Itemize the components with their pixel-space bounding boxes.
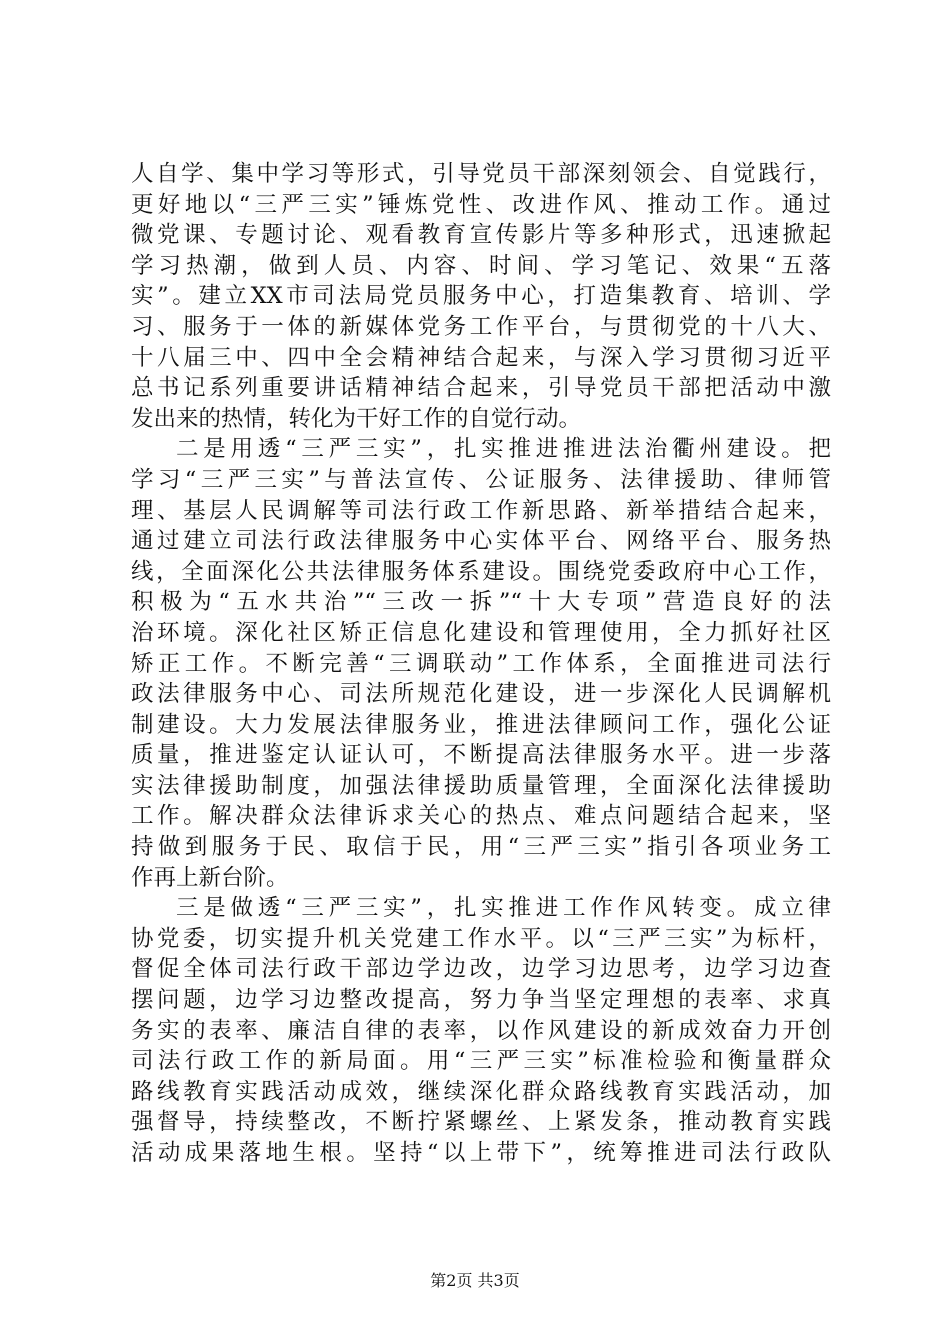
text-line: 协党委，切实提升机关党建工作水平。以“三严三实”为标杆， [131,925,831,952]
text-line: 理、基层人民调解等司法行政工作新思路、新举措结合起来， [131,497,831,524]
text-line: 摆问题，边学习边整改提高，努力争当坚定理想的表率、求真 [131,987,831,1014]
text-line: 质量，推进鉴定认证认可，不断提高法律服务水平。进一步落 [131,742,831,769]
text-line: 通过建立司法行政法律服务中心实体平台、网络平台、服务热 [131,528,831,555]
text-line: 持做到服务于民、取信于民，用“三严三实”指引各项业务工 [131,834,831,861]
text-line: 微党课、专题讨论、观看教育宣传影片等多种形式，迅速掀起 [131,222,831,249]
text-line: 作再上新台阶。 [131,864,289,891]
text-line: 三是做透“三严三实”，扎实推进工作作风转变。成立律 [176,895,831,922]
text-line: 更好地以“三严三实”锤炼党性、改进作风、推动工作。通过 [131,191,831,218]
text-line: 发出来的热情，转化为干好工作的自觉行动。 [131,405,582,432]
text-line: 人自学、集中学习等形式，引导党员干部深刻领会、自觉践行， [131,161,831,187]
text-line: 工作。解决群众法律诉求关心的热点、难点问题结合起来，坚 [131,803,831,830]
text-line: 实法律援助制度，加强法律援助质量管理，全面深化法律援助 [131,772,831,799]
text-line: 实”。建立XX市司法局党员服务中心，打造集教育、培训、学 [131,283,831,310]
text-line: 学习“三严三实”与普法宣传、公证服务、法律援助、律师管 [131,466,831,493]
text-line: 强督导，持续整改，不断拧紧螺丝、上紧发条，推动教育实践 [131,1109,831,1136]
text-line: 活动成果落地生根。坚持“以上带下”，统筹推进司法行政队 [131,1140,831,1166]
body-text [131,159,831,1169]
text-line: 司法行政工作的新局面。用“三严三实”标准检验和衡量群众 [131,1048,831,1075]
text-line: 制建设。大力发展法律服务业，推进法律顾问工作，强化公证 [131,711,831,738]
text-line: 二是用透“三严三实”，扎实推进推进法治衢州建设。把 [176,436,831,463]
page-footer: 第2页 共3页 [430,1271,520,1290]
text-line: 十八届三中、四中全会精神结合起来，与深入学习贯彻习近平 [131,344,831,371]
text-line: 积极为“五水共治”“三改一拆”“十大专项”营造良好的法 [131,589,831,616]
text-line: 政法律服务中心、司法所规范化建设，进一步深化人民调解机 [131,681,831,708]
text-line: 学习热潮，做到人员、内容、时间、学习笔记、效果“五落 [131,252,831,279]
text-line: 矫正工作。不断完善“三调联动”工作体系，全面推进司法行 [131,650,831,677]
text-line: 线，全面深化公共法律服务体系建设。围绕党委政府中心工作， [131,558,831,585]
text-line: 路线教育实践活动成效，继续深化群众路线教育实践活动，加 [131,1078,831,1105]
text-line: 务实的表率、廉洁自律的表率，以作风建设的新成效奋力开创 [131,1017,831,1044]
text-line: 习、服务于一体的新媒体党务工作平台，与贯彻党的十八大、 [131,313,831,340]
text-line: 总书记系列重要讲话精神结合起来，引导党员干部把活动中激 [131,375,831,402]
text-line: 治环境。深化社区矫正信息化建设和管理使用，全力抓好社区 [131,619,831,646]
text-line: 督促全体司法行政干部边学边改，边学习边思考，边学习边查 [131,956,831,983]
